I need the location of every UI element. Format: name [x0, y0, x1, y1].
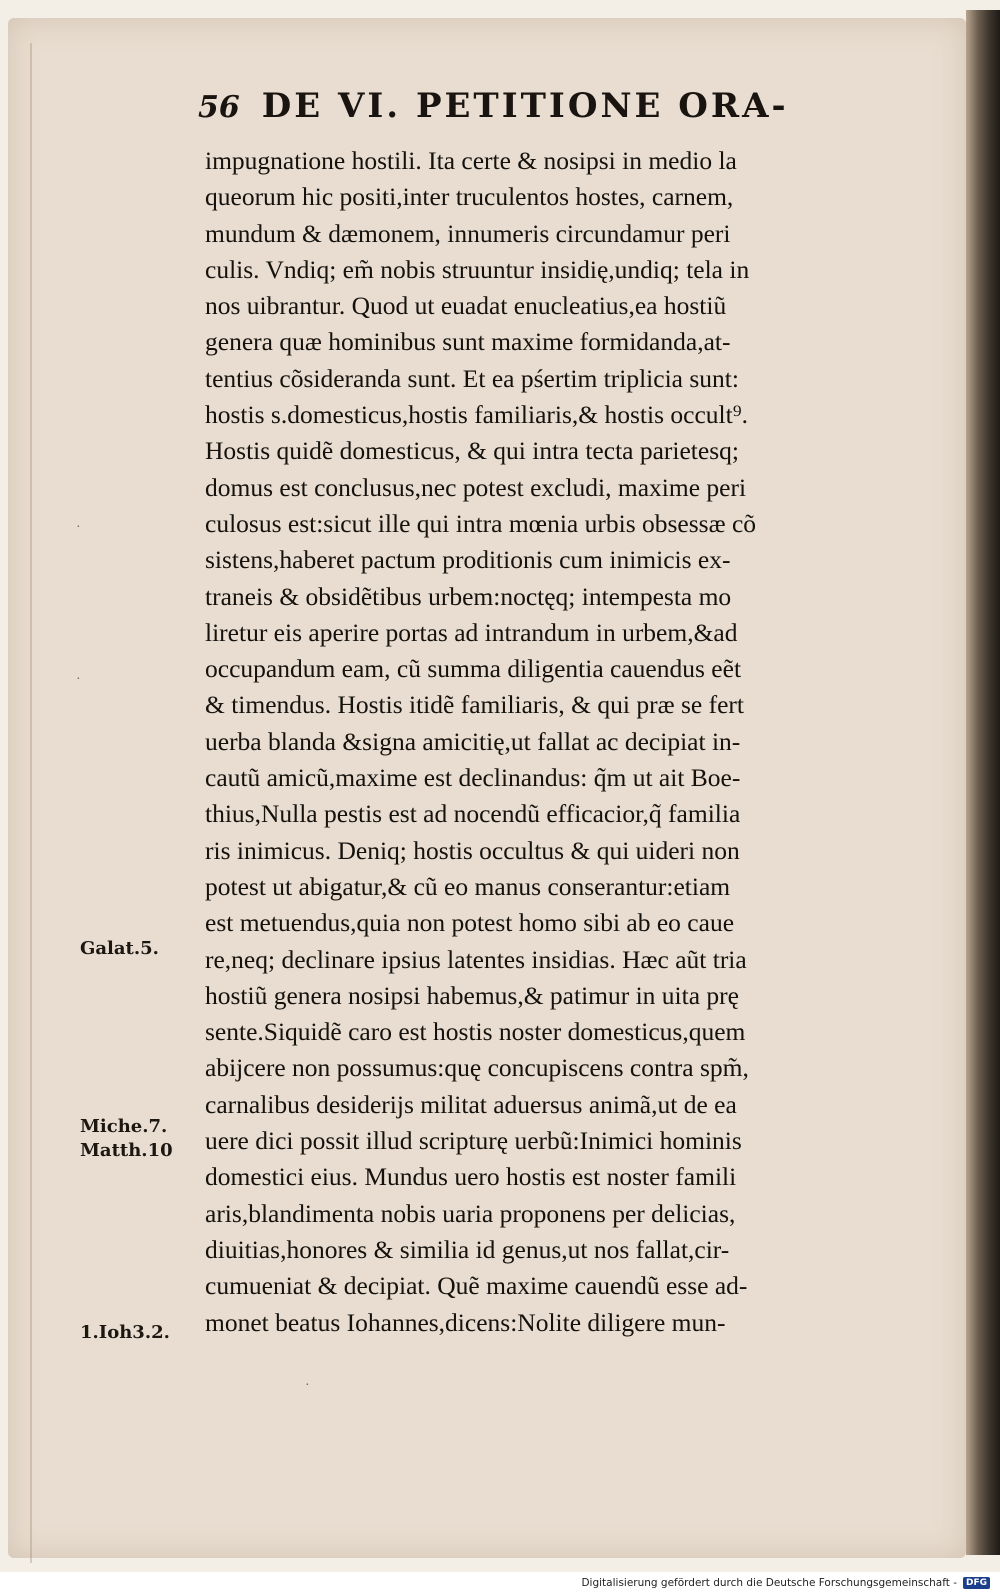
text-line: culis. Vndiq; em̃ nobis struuntur insidię,undiq; tela in — [205, 254, 750, 284]
text-line: diuitias,honores & similia id genus,ut nos fallat,cir- — [205, 1234, 730, 1264]
gutter-shadow — [30, 43, 32, 1563]
text-line: est metuendus,quia non potest homo sibi ab eo caue — [205, 908, 735, 938]
text-line: thius,Nulla pestis est ad nocendũ efficacior,q̃ familia — [205, 799, 741, 829]
text-line: culosus est:sicut ille qui intra mœnia urbis obsessæ cõ — [205, 508, 757, 538]
page-header — [198, 86, 789, 136]
text-line: aris,blandimenta nobis uaria proponens per delicias, — [205, 1198, 736, 1228]
marginal-note-miche: Miche.7. — [80, 1116, 168, 1137]
text-line: carnalibus desiderijs militat aduersus animã,ut de ea — [205, 1089, 737, 1119]
text-line: domus est conclusus,nec potest excludi, maxime peri — [205, 472, 747, 502]
text-line: cumueniat & decipiat. Quẽ maxime cauendũ esse ad- — [205, 1271, 748, 1301]
text-line: sente.Siquidẽ caro est hostis noster domesticus,quem — [205, 1017, 746, 1047]
dfg-logo: DFG — [963, 1577, 990, 1589]
text-line: domestici eius. Mundus uero hostis est noster famili — [205, 1162, 737, 1192]
text-line: cautũ amicũ,maxime est declinandus: q̃m ut ait Boe- — [205, 763, 741, 793]
page-number: 56 — [198, 90, 240, 125]
text-line: liretur eis aperire portas ad intrandum in urbem,&ad — [205, 617, 738, 647]
text-line: nos uibrantur. Quod ut euadat enucleatius,ea hostiũ — [205, 291, 727, 321]
paper-speck: · — [76, 672, 81, 687]
paper-speck: · — [76, 520, 81, 535]
text-line: mundum & dæmonem, innumeris circundamur peri — [205, 218, 731, 248]
marginal-note-iohn: 1.Ioh3.2. — [80, 1322, 170, 1343]
text-line: & timendus. Hostis itidẽ familiaris, & qui præ se fert — [205, 690, 744, 720]
text-line: Hostis quidẽ domesticus, & qui intra tecta parietesq; — [205, 436, 739, 466]
book-page-edge — [966, 10, 1000, 1555]
text-line: impugnatione hostili. Ita certe & nosipsi in medio la — [205, 146, 737, 175]
marginal-note-matth: Matth.10 — [80, 1140, 173, 1161]
paper-speck: · — [305, 1378, 310, 1393]
text-line: monet beatus Iohannes,dicens:Nolite diligere mun- — [205, 1307, 726, 1337]
text-line: queorum hic positi,inter truculentos hostes, carnem, — [205, 182, 734, 212]
digitization-footer — [0, 1573, 1000, 1593]
text-line: occupandum eam, cũ summa diligentia cauendus eẽt — [205, 654, 742, 684]
body-text — [205, 143, 917, 1341]
text-line: potest ut abigatur,& cũ eo manus conserantur:etiam — [205, 871, 731, 901]
text-line: genera quæ hominibus sunt maxime formidanda,at- — [205, 327, 731, 357]
text-line: re,neq; declinare ipsius latentes insidias. Hæc aũt tria — [205, 944, 747, 974]
marginal-note-galat: Galat.5. — [80, 938, 159, 959]
text-line: hostiũ genera nosipsi habemus,& patimur in uita prę — [205, 980, 739, 1010]
text-line: uerba blanda &signa amicitię,ut fallat ac decipiat in- — [205, 726, 741, 756]
text-line: sistens,haberet pactum proditionis cum inimicis ex- — [205, 545, 731, 575]
text-line: hostis s.domesticus,hostis familiaris,& hostis occult⁹. — [205, 400, 748, 430]
footer-credit: Digitalisierung gefördert durch die Deutsche Forschungsgemeinschaft - — [581, 1577, 957, 1589]
text-line: uere dici possit illud scripturę uerbũ:Inimici hominis — [205, 1126, 742, 1156]
text-line: ris inimicus. Deniq; hostis occultus & qui uideri non — [205, 835, 740, 865]
text-line: tentius cõsideranda sunt. Et ea pśertim triplicia sunt: — [205, 363, 739, 393]
text-line: traneis & obsidẽtibus urbem:noctęq; intempesta mo — [205, 581, 732, 611]
text-line: abijcere non possumus:quę concupiscens contra spm̃, — [205, 1053, 749, 1083]
running-title: DE VI. PETITIONE ORA- — [261, 86, 789, 126]
